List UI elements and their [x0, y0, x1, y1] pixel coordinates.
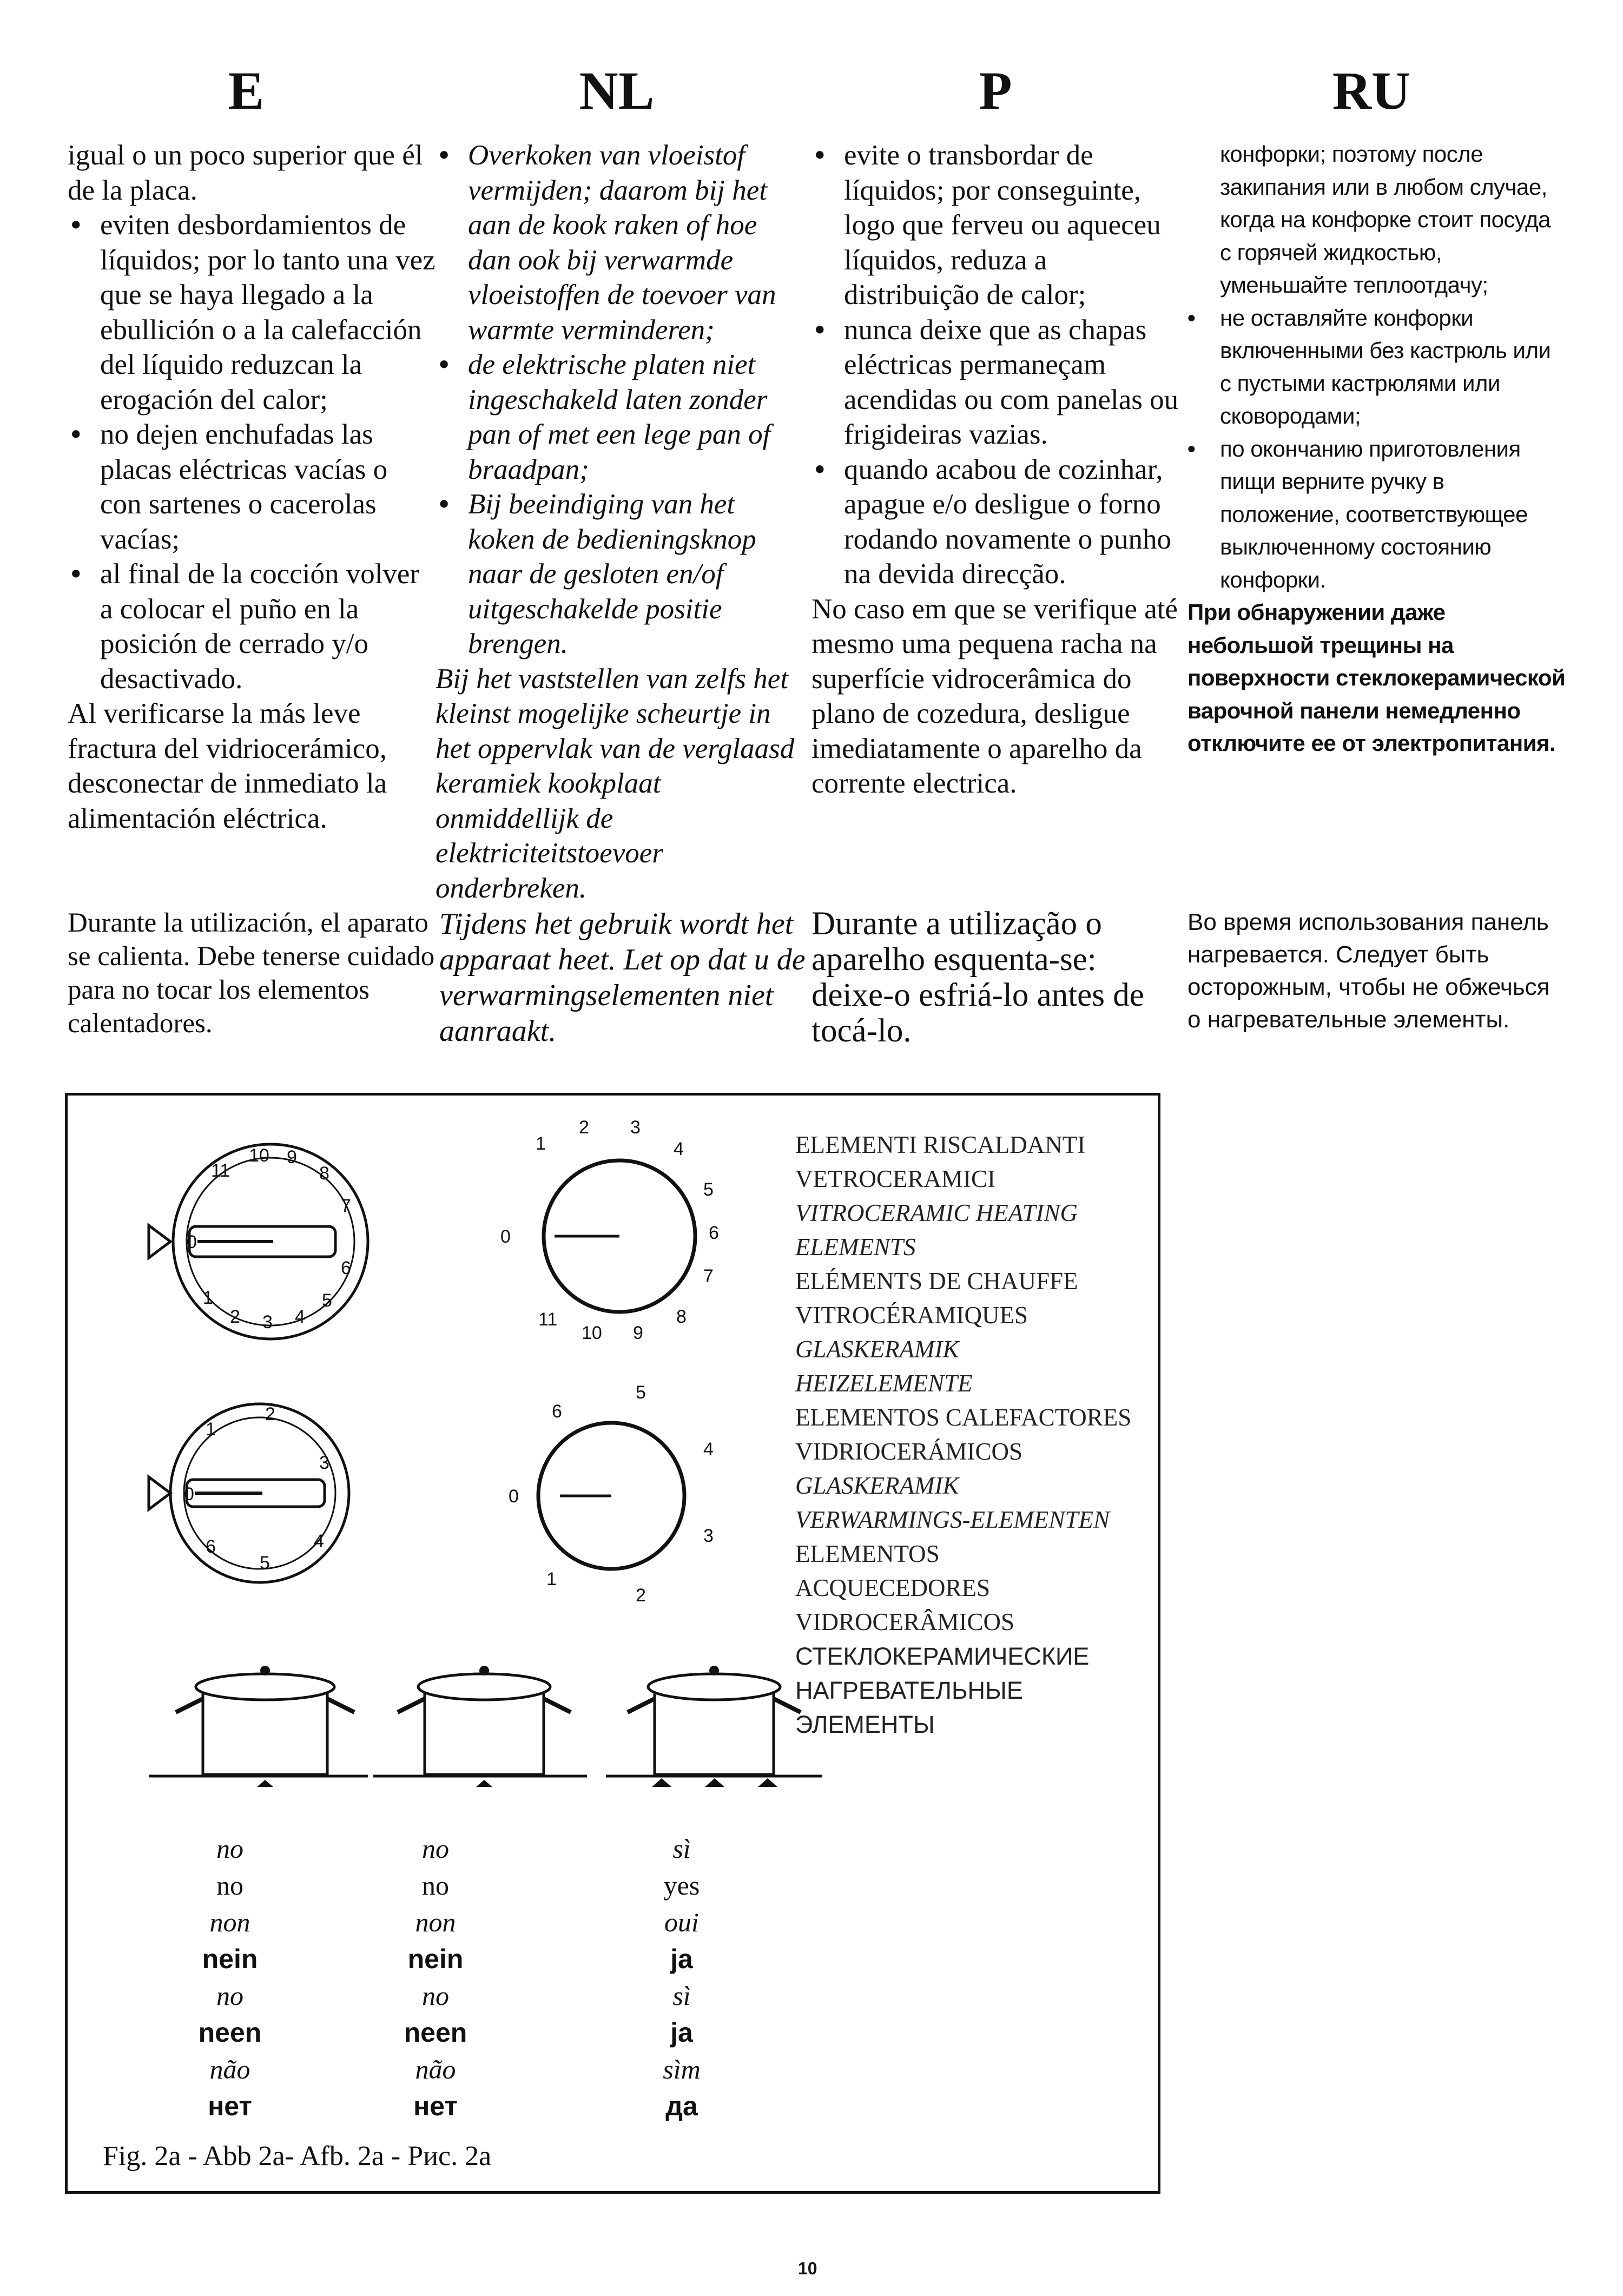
dial-label: 5	[322, 1290, 332, 1311]
answer-label: sìm	[663, 2054, 701, 2084]
answer-label: sì	[672, 1833, 691, 1864]
answer-label: ja	[670, 1944, 693, 1974]
paragraph-intro: igual o un poco superior que él de la placa.	[68, 140, 423, 206]
plate-label: 6	[552, 1401, 562, 1422]
warning-text: При обнаружении даже небольшой трещины на поверхности стеклокерамической варочной панели немедленно отключите ее от электропитания.	[1187, 599, 1566, 756]
legend-line: GLASKERAMIK	[795, 1336, 959, 1363]
answer-label: oui	[664, 1907, 699, 1937]
list-item: • не оставляйте конфорки включенными без кастрюль или с пустыми кастрюлями или сковородами;	[1187, 302, 1566, 433]
list-item: • evite o transbordar de líquidos; por conseguinte, logo que ferveu ou aqueceu líquidos, reduza a distribuição de calor;	[812, 138, 1179, 313]
legend-line: ELÉMENTS DE CHAUFFE	[795, 1268, 1078, 1295]
dial-label: 10	[249, 1145, 269, 1166]
answer-label: нет	[208, 2091, 252, 2121]
dial-label: 0	[187, 1232, 197, 1252]
list-item: • Overkoken van vloeistof vermijden; daarom bij het aan de kook raken of hoe dan ook bij verwarmde vloeistoffen de toevoer van warmte verminderen;	[436, 138, 803, 347]
dial-label: 7	[341, 1196, 351, 1216]
plate-label: 1	[536, 1133, 546, 1154]
answer-label: no	[216, 1870, 243, 1901]
list-item: • no dejen enchufadas las placas eléctricas vacías o con sartenes o cacerolas vacías;	[68, 417, 436, 557]
legend-line: VERWARMINGS-ELEMENTEN	[795, 1506, 1110, 1533]
answer-label: yes	[663, 1870, 700, 1901]
answer-label: non	[415, 1907, 456, 1937]
bullet-list	[68, 208, 436, 696]
dial-label: 1	[203, 1288, 213, 1308]
plate-label: 3	[703, 1526, 714, 1546]
dial-label: 1	[206, 1419, 216, 1440]
dial-label: 4	[295, 1307, 305, 1327]
dial-label: 6	[341, 1258, 351, 1278]
plate-label: 3	[630, 1117, 641, 1138]
legend-line: VIDRIOCERÁMICOS	[795, 1438, 1023, 1465]
answer-column-correct	[601, 1830, 763, 2125]
dial-label: 11	[211, 1160, 230, 1181]
legend-line: ELEMENTOS	[795, 1540, 940, 1567]
pot-too-large-icon	[373, 1666, 587, 1787]
answer-label: no	[216, 1833, 243, 1864]
plate-label: 5	[703, 1179, 714, 1200]
dial-label: 9	[287, 1147, 297, 1167]
plate-label: 10	[582, 1323, 602, 1343]
answer-column-too-small	[149, 1830, 311, 2125]
plate-label: 2	[636, 1585, 646, 1606]
answer-label: no	[422, 1833, 449, 1864]
bullet-list	[1187, 302, 1566, 597]
plate-label: 0	[509, 1486, 519, 1507]
bullet-list	[436, 138, 803, 662]
list-item: • quando acabou de cozinhar, apague e/o desligue o forno rodando novamente o punho na devida direcção.	[812, 452, 1179, 592]
legend-line: HEIZELEMENTE	[795, 1370, 973, 1397]
answer-label: no	[422, 1870, 449, 1901]
legend-line: СТЕКЛОКЕРАМИЧЕСКИЕ	[795, 1642, 1090, 1670]
legend-line: ACQUECEDORES	[795, 1574, 991, 1601]
list-item: • de elektrische platen niet ingeschakeld laten zonder pan of met een lege pan of braadpan;	[436, 347, 803, 487]
knob-dial-0-11	[149, 1144, 368, 1339]
plate-label: 4	[674, 1139, 684, 1159]
answer-label: sì	[672, 1981, 691, 2011]
warning-text: No caso em que se verifique até mesmo uma pequena racha na superfície vidrocerâmica do plano de cozedura, desligue imediatamente o aparelho da corrente electrica.	[812, 593, 1178, 799]
answer-label: да	[665, 2091, 698, 2121]
answer-label: nein	[407, 1944, 464, 1974]
list-item: • Bij beeindiging van het koken de bedieningsknop naar de gesloten en/of uitgeschakelde positie brengen.	[436, 487, 803, 662]
answer-label: no	[216, 1981, 243, 2011]
answer-label: нет	[413, 2091, 458, 2121]
column-portuguese	[812, 138, 1179, 801]
list-item: • al final de la cocción volver a colocar el puño en la posición de cerrado y/o desactivado.	[68, 557, 436, 696]
plate-label: 9	[633, 1323, 643, 1343]
dial-label: 2	[265, 1404, 275, 1424]
plate-label: 2	[579, 1117, 589, 1138]
plate-diagram-0-11	[500, 1117, 719, 1343]
figure-2a	[65, 1093, 1160, 2194]
usage-note-russian: Во время использования панель нагревается. Следует быть осторожным, чтобы не обжечься о нагревательные элементы.	[1187, 909, 1550, 1033]
answer-label: nein	[202, 1944, 258, 1974]
legend-line: ELEMENTS	[795, 1233, 916, 1261]
dial-label: 8	[319, 1163, 329, 1184]
answer-label: ja	[670, 2017, 693, 2048]
usage-note-dutch: Tijdens het gebruik wordt het apparaat heet. Let op dat u de verwarmingselementen niet aanraakt.	[439, 907, 806, 1048]
plate-label: 1	[546, 1569, 557, 1589]
answer-column-too-large	[354, 1830, 517, 2125]
bullet-list	[812, 138, 1179, 592]
answer-label: no	[422, 1981, 449, 2011]
answer-label: não	[415, 2054, 456, 2084]
list-item: • nunca deixe que as chapas eléctricas permaneçam acendidas ou com panelas ou frigideiras vazias.	[812, 313, 1179, 452]
plate-diagram-0-6	[509, 1382, 714, 1606]
warning-text: Al verificarse la más leve fractura del vidriocerámico, desconectar de inmediato la alimentación eléctrica.	[68, 698, 387, 834]
plate-label: 8	[676, 1307, 687, 1327]
legend-line: VITROCERAMIC HEATING	[795, 1199, 1078, 1226]
column-spanish	[68, 138, 436, 836]
figure-legend	[795, 1128, 1152, 1741]
header-p: P	[979, 61, 1012, 121]
column-russian	[1187, 138, 1566, 760]
legend-line: VIDROCERÂMICOS	[795, 1608, 1015, 1635]
answer-label: non	[209, 1907, 250, 1937]
header-ru: RU	[1332, 61, 1411, 121]
header-nl: NL	[579, 61, 655, 121]
column-dutch	[436, 138, 803, 906]
dial-label: 0	[184, 1484, 194, 1505]
dial-label: 5	[260, 1553, 270, 1573]
dial-label: 2	[230, 1307, 240, 1327]
answer-label: neen	[198, 2017, 262, 2048]
page-number: 10	[798, 2259, 817, 2278]
answer-label: neen	[404, 2017, 467, 2048]
knob-dial-0-6	[149, 1404, 349, 1582]
warning-text: Bij het vaststellen van zelfs het kleinst mogelijke scheurtje in het oppervlak van de verglaasd keramiek kookplaat onmiddellijk de elektriciteitstoevoer onderbreken.	[436, 663, 795, 904]
dial-label: 3	[262, 1312, 273, 1332]
plate-label: 6	[709, 1223, 719, 1243]
plate-label: 4	[703, 1439, 714, 1460]
list-item: • eviten desbordamientos de líquidos; por lo tanto una vez que se haya llegado a la ebullición o a la calefacción del líquido reduzcan la erogación del calor;	[68, 208, 436, 417]
pot-too-small-icon	[149, 1666, 368, 1787]
plate-label: 7	[703, 1266, 714, 1286]
figure-caption: Fig. 2a - Abb 2a- Afb. 2a - Рис. 2a	[103, 2141, 492, 2172]
paragraph-intro: конфорки; поэтому после закипания или в любом случае, когда на конфорке стоит посуда с горячей жидкостью, уменьшайте теплоотдачу;	[1220, 141, 1551, 298]
header-e: E	[228, 61, 265, 121]
dial-label: 3	[319, 1453, 329, 1473]
usage-note-spanish: Durante la utilización, el aparato se calienta. Debe tenerse cuidado para no tocar los elementos calentadores.	[68, 908, 435, 1039]
usage-note-portuguese: Durante a utilização o aparelho esquenta-se: deixe-o esfriá-lo antes de tocá-lo.	[812, 906, 1144, 1049]
legend-line: GLASKERAMIK	[795, 1472, 959, 1499]
legend-line: НАГРЕВАТЕЛЬНЫЕ	[795, 1677, 1023, 1704]
list-item: • по окончанию приготовления пищи верните ручку в положение, соответствующее выключенному состоянию конфорки.	[1187, 433, 1566, 597]
dial-label: 6	[206, 1536, 216, 1557]
pointer-arrow-icon	[149, 1225, 170, 1258]
legend-line: ELEMENTI RISCALDANTI	[795, 1131, 1086, 1158]
dial-label: 4	[314, 1531, 324, 1552]
pointer-arrow-icon	[149, 1477, 170, 1509]
legend-line: ЭЛЕМЕНТЫ	[795, 1711, 935, 1738]
plate-label: 11	[538, 1309, 558, 1330]
legend-line: ELEMENTOS CALEFACTORES	[795, 1404, 1132, 1431]
plate-label: 0	[500, 1226, 511, 1247]
legend-line: VETROCERAMICI	[795, 1165, 995, 1192]
pot-correct-size-icon	[606, 1666, 822, 1787]
plate-label: 5	[636, 1382, 646, 1403]
answer-label: não	[209, 2054, 250, 2084]
legend-line: VITROCÉRAMIQUES	[795, 1302, 1028, 1329]
